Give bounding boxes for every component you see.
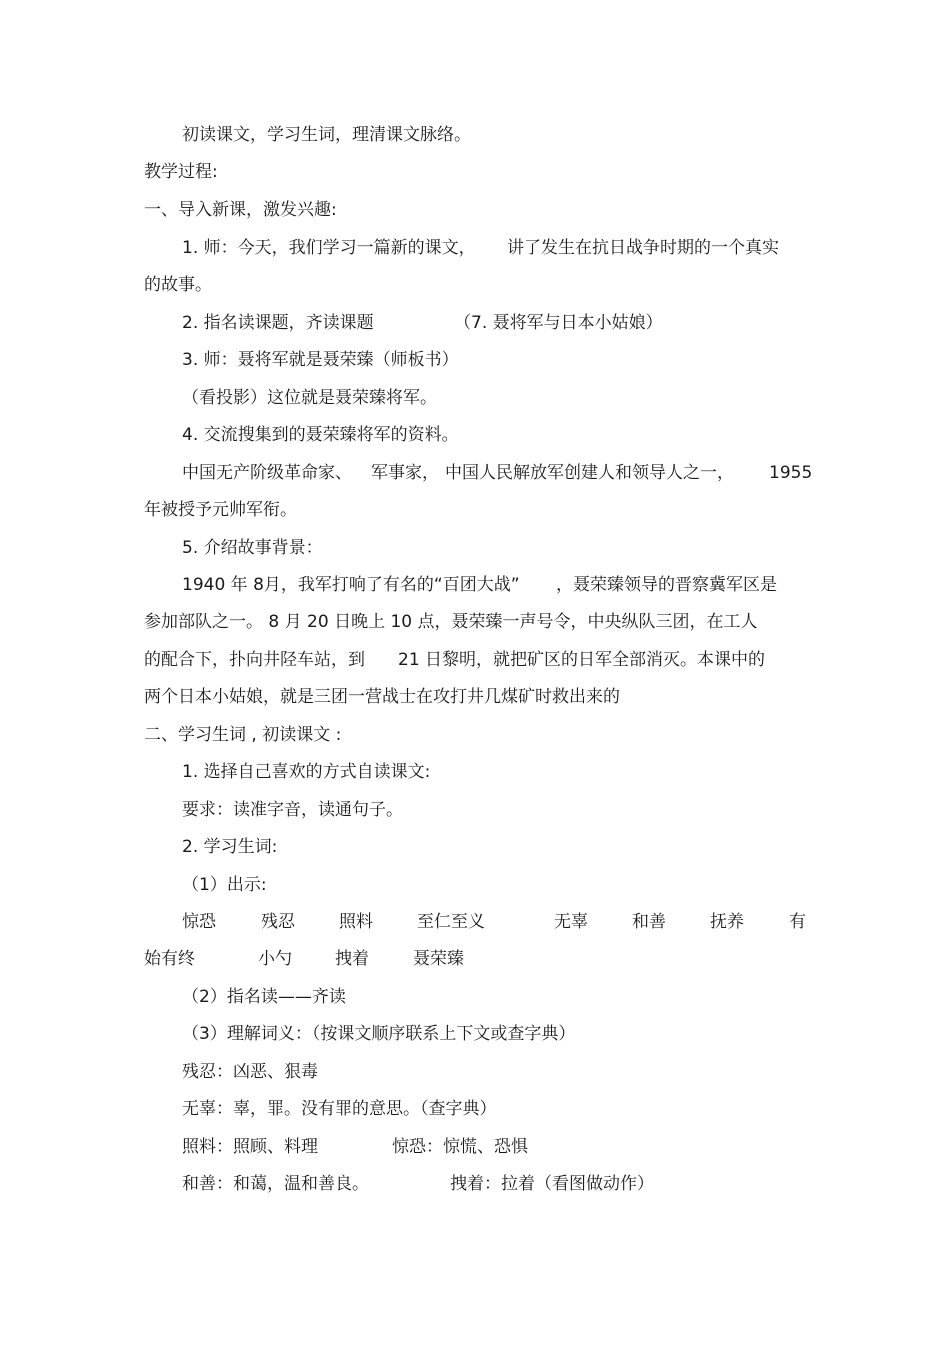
vocab-word: 拽着 [335,949,369,969]
paragraph-line: 4. 交流搜集到的聂荣臻将军的资料。 [182,425,459,445]
section-heading-1: 一、导入新课，激发兴趣: [144,200,337,220]
vocab-word: 惊恐 [182,912,216,932]
paragraph-line: 两个日本小姑娘，就是三团一营战士在攻打井几煤矿时救出来的 [144,687,620,707]
definition-line: 残忍：凶恶、狠毒 [182,1062,318,1082]
paragraph-line: 1940 年 8月，我军打响了有名的“百团大战” [182,575,520,595]
definition-line: 无辜：辜，罪。没有罪的意思。（查字典） [182,1099,497,1119]
vocab-word: 小勺 [258,949,292,969]
paragraph-line: 参加部队之一。 8 月 20 日晚上 10 点，聂荣臻一声号令，中央纵队三团，在工人 [144,612,758,632]
paragraph-line: 中国无产阶级革命家、 [182,463,352,483]
section-heading-2: 二、学习生词 , 初读课文 : [144,725,342,745]
objective-line: 初读课文，学习生词，理清课文脉络。 [182,125,471,145]
paragraph-line: 的故事。 [144,275,212,295]
paragraph-line: ，聂荣臻领导的晋察冀军区是 [556,575,777,595]
paragraph-line: （2）指名读——齐读 [182,987,346,1007]
paragraph-line: 3. 师：聂将军就是聂荣臻（师板书） [182,350,459,370]
definition-line: 惊恐：惊慌、恐惧 [392,1137,528,1157]
paragraph-line: 年被授予元帅军衔。 [144,500,297,520]
paragraph-line: 2. 指名读课题，齐读课题 [182,313,374,333]
definition-line: 和善：和蔼，温和善良。 [182,1174,369,1194]
paragraph-line: 要求：读准字音，读通句子。 [182,800,403,820]
paragraph-line: 1. 师：今天，我们学习一篇新的课文， [182,238,476,258]
vocab-word: 有 [789,912,806,932]
definition-line: 照料：照顾、料理 [182,1137,318,1157]
section-heading-process: 教学过程: [144,162,218,182]
paragraph-line: 21 日黎明，就把矿区的日军全部消灭。本课中的 [398,650,766,670]
vocab-word: 残忍 [261,912,295,932]
lesson-title: （7. 聂将军与日本小姑娘） [454,313,663,333]
vocab-word: 聂荣臻 [413,949,464,969]
paragraph-line: 1955 [769,463,813,483]
paragraph-line: 5. 介绍故事背景： [182,538,323,558]
vocab-word: 无辜 [554,912,588,932]
paragraph-line: 2. 学习生词: [182,837,278,857]
definition-line: 拽着：拉着（看图做动作） [450,1174,654,1194]
vocab-word: 抚养 [710,912,744,932]
vocab-word: 至仁至义 [417,912,485,932]
paragraph-line: 讲了发生在抗日战争时期的一个真实 [507,238,779,258]
vocab-word: 照料 [339,912,373,932]
paragraph-line: 1. 选择自己喜欢的方式自读课文: [182,762,431,782]
vocab-word: 始有终 [144,949,195,969]
vocab-word: 和善 [632,912,666,932]
paragraph-line: （3）理解词义：（按课文顺序联系上下文或查字典） [182,1024,576,1044]
paragraph-line: （1）出示: [182,875,267,895]
paragraph-line: 军事家， [371,463,439,483]
paragraph-line: （看投影）这位就是聂荣臻将军。 [182,388,437,408]
paragraph-line: 中国人民解放军创建人和领导人之一， [445,463,734,483]
paragraph-line: 的配合下，扑向井陉车站，到 [144,650,365,670]
